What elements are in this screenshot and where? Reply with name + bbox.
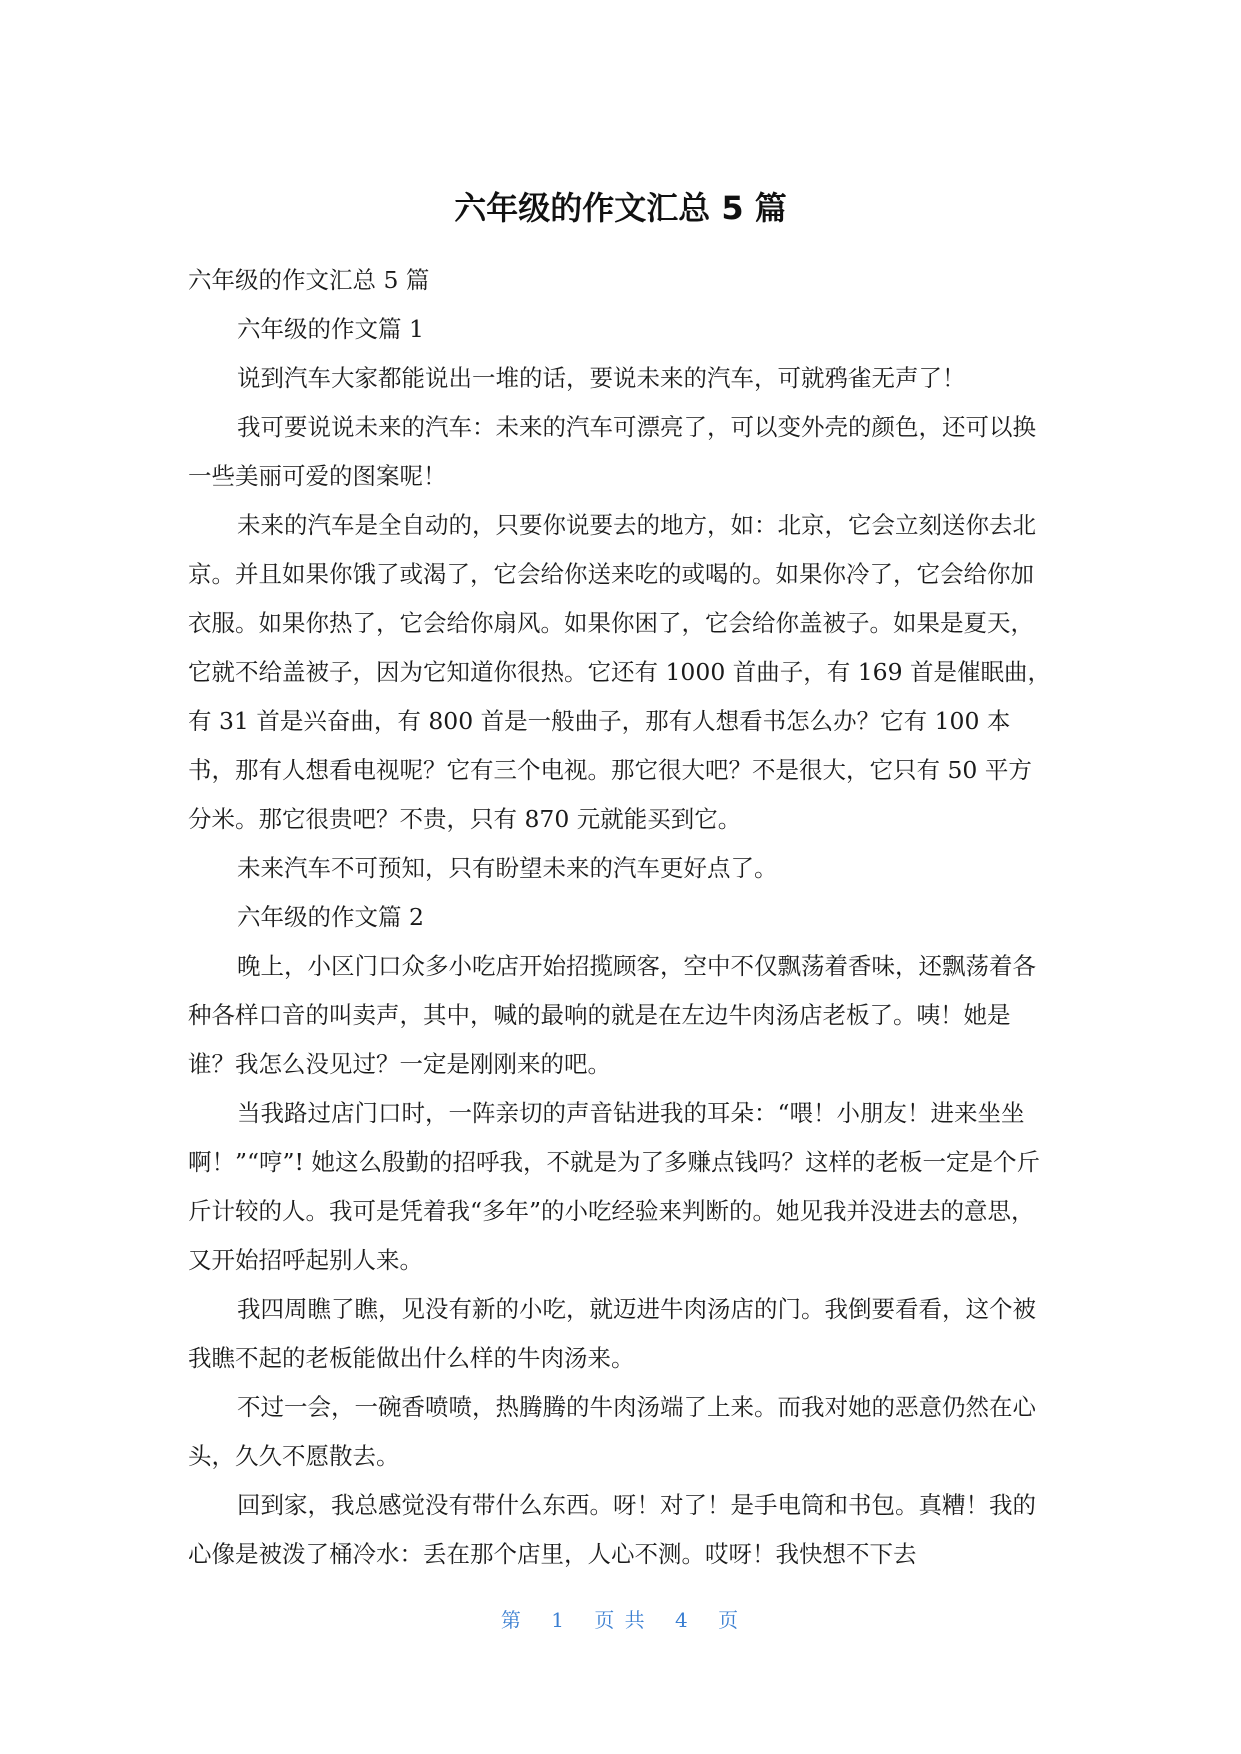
footer-current-page: 1: [551, 1608, 566, 1632]
paragraph: 未来的汽车是全自动的，只要你说要去的地方，如：北京，它会立刻送你去北京。并且如果你饿了或渴了，它会给你送来吃的或喝的。如果你冷了，它会给你加衣服。如果你热了，它会给你扇风。如果你困了，它会给你盖被子。如果是夏天，它就不给盖被子，因为它知道你很热。它还有 1000 首曲子，有 169 首是催眠曲，有 31 首是兴奋曲，有 800 首是一般曲子，那有人想看书怎么办？它有 100 本书，那有人想看电视呢？它有三个电视。那它很大吧？不是很大，它只有 50 平方分米。那它很贵吧？不贵，只有 870 元就能买到它。: [188, 511, 1052, 833]
paragraph: 六年级的作文汇总 5 篇: [188, 266, 430, 294]
paragraph: 晚上，小区门口众多小吃店开始招揽顾客，空中不仅飘荡着香味，还飘荡着各种各样口音的叫卖声，其中，喊的最响的就是在左边牛肉汤店老板了。咦！她是谁？我怎么没见过？一定是刚刚来的吧。: [188, 952, 1036, 1078]
document-body: [188, 256, 1054, 1579]
paragraph: 说到汽车大家都能说出一堆的话，要说未来的汽车，可就鸦雀无声了！: [237, 364, 966, 392]
paragraph: 未来汽车不可预知，只有盼望未来的汽车更好点了。: [237, 854, 778, 882]
footer-total-pages: 4: [675, 1608, 690, 1632]
page-footer: [0, 1605, 1241, 1635]
section-heading: 六年级的作文篇 2: [237, 903, 424, 931]
footer-label-page: 第: [500, 1608, 523, 1632]
paragraph: 我可要说说未来的汽车：未来的汽车可漂亮了，可以变外壳的颜色，还可以换一些美丽可爱的图案呢！: [188, 413, 1036, 490]
section-heading: 六年级的作文篇 1: [237, 315, 424, 343]
paragraph: 回到家，我总感觉没有带什么东西。呀！对了！是手电筒和书包。真糟！我的心像是被泼了桶冷水：丢在那个店里，人心不测。哎呀！我快想不下去: [188, 1491, 1036, 1568]
footer-label-of: 页 共: [594, 1608, 647, 1632]
document-title: 六年级的作文汇总 5 篇: [454, 189, 787, 227]
paragraph: 我四周瞧了瞧，见没有新的小吃，就迈进牛肉汤店的门。我倒要看看，这个被我瞧不起的老板能做出什么样的牛肉汤来。: [188, 1295, 1036, 1372]
paragraph: 不过一会，一碗香喷喷，热腾腾的牛肉汤端了上来。而我对她的恶意仍然在心头，久久不愿散去。: [188, 1393, 1036, 1470]
paragraph: 当我路过店门口时，一阵亲切的声音钻进我的耳朵：“喂！小朋友！进来坐坐啊！”“哼”! 她这么殷勤的招呼我，不就是为了多赚点钱吗？这样的老板一定是个斤斤计较的人。我可是凭着我“多年”的小吃经验来判断的。她见我并没进去的意思，又开始招呼起别人来。: [188, 1099, 1040, 1274]
footer-label-pages: 页: [718, 1608, 741, 1632]
